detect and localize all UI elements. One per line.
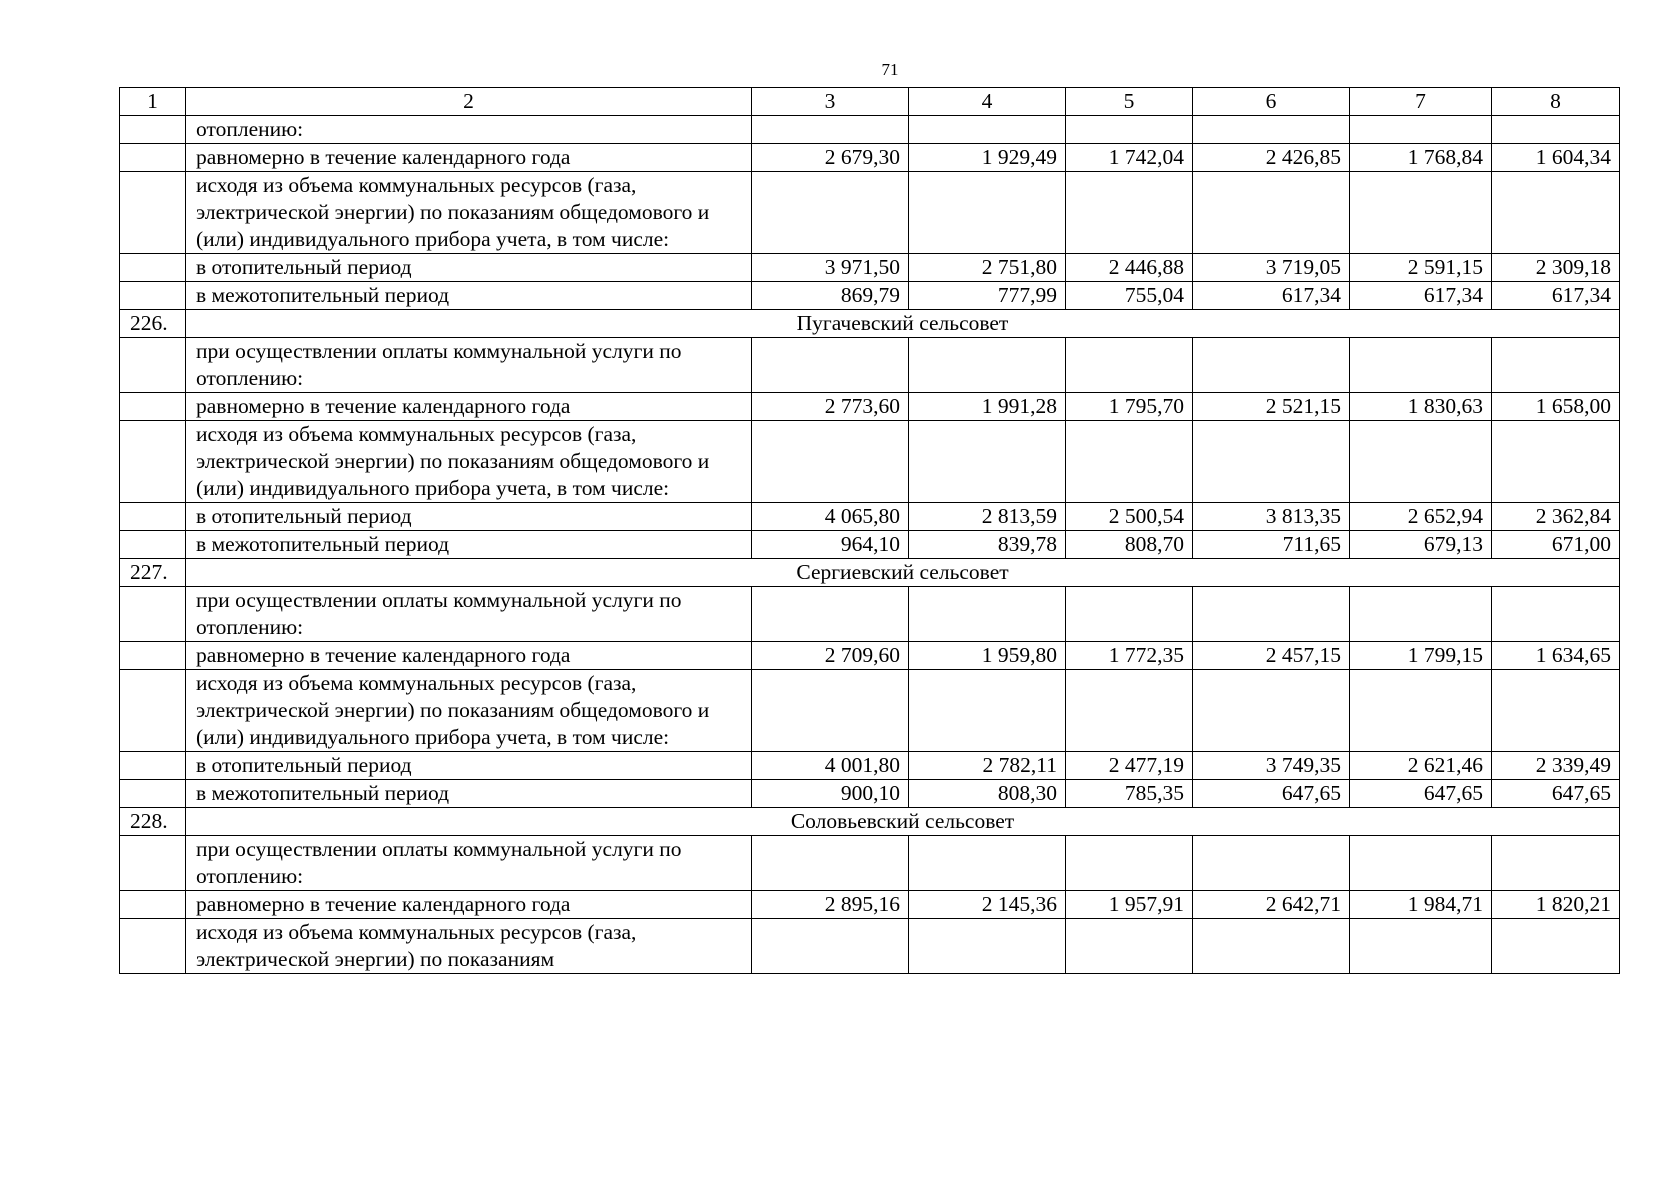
value-cell: 2 751,80	[909, 254, 1066, 282]
value-cell: 671,00	[1492, 531, 1620, 559]
value-row	[120, 282, 1620, 310]
value-cell: 617,34	[1193, 282, 1350, 310]
value-cell: 1 795,70	[1066, 393, 1193, 421]
empty-cell	[1066, 338, 1193, 393]
value-cell: 808,70	[1066, 531, 1193, 559]
empty-cell	[1066, 421, 1193, 503]
row-description: при осуществлении оплаты коммунальной услуги по отоплению:	[186, 587, 752, 642]
value-cell: 1 959,80	[909, 642, 1066, 670]
row-description: в межотопительный период	[186, 531, 752, 559]
empty-cell	[909, 338, 1066, 393]
empty-cell	[1492, 919, 1620, 974]
empty-cell	[909, 116, 1066, 144]
empty-cell	[1066, 172, 1193, 254]
value-row	[120, 393, 1620, 421]
value-cell: 2 500,54	[1066, 503, 1193, 531]
value-row	[120, 642, 1620, 670]
section-title: Пугачевский сельсовет	[186, 310, 1620, 338]
empty-cell	[1492, 587, 1620, 642]
column-header: 7	[1350, 88, 1492, 116]
empty-cell	[752, 421, 909, 503]
row-number: 228.	[120, 808, 186, 836]
empty-cell	[1492, 338, 1620, 393]
value-cell: 2 521,15	[1193, 393, 1350, 421]
value-cell: 2 145,36	[909, 891, 1066, 919]
section-row	[120, 310, 1620, 338]
column-header: 4	[909, 88, 1066, 116]
value-cell: 2 652,94	[1350, 503, 1492, 531]
empty-cell	[752, 836, 909, 891]
row-number	[120, 752, 186, 780]
value-row	[120, 891, 1620, 919]
empty-cell	[1066, 587, 1193, 642]
value-cell: 1 957,91	[1066, 891, 1193, 919]
row-number	[120, 836, 186, 891]
row-number	[120, 144, 186, 172]
empty-cell	[909, 421, 1066, 503]
row-number	[120, 282, 186, 310]
section-row	[120, 559, 1620, 587]
empty-cell	[752, 670, 909, 752]
label-row	[120, 670, 1620, 752]
tariff-table	[119, 87, 1620, 974]
value-cell: 1 658,00	[1492, 393, 1620, 421]
empty-cell	[752, 172, 909, 254]
column-header: 8	[1492, 88, 1620, 116]
value-cell: 2 709,60	[752, 642, 909, 670]
label-row	[120, 338, 1620, 393]
label-row	[120, 836, 1620, 891]
value-cell: 3 971,50	[752, 254, 909, 282]
row-description: исходя из объема коммунальных ресурсов (газа, электрической энергии) по показаниям общедомового и (или) индивидуального прибора учета, в том числе:	[186, 421, 752, 503]
value-cell: 1 799,15	[1350, 642, 1492, 670]
value-cell: 2 591,15	[1350, 254, 1492, 282]
row-number: 227.	[120, 559, 186, 587]
value-cell: 1 634,65	[1492, 642, 1620, 670]
empty-cell	[1350, 836, 1492, 891]
empty-cell	[909, 587, 1066, 642]
empty-cell	[1193, 116, 1350, 144]
page-number: 71	[881, 60, 899, 79]
section-row	[120, 808, 1620, 836]
empty-cell	[752, 338, 909, 393]
empty-cell	[1066, 116, 1193, 144]
value-cell: 1 742,04	[1066, 144, 1193, 172]
section-title: Соловьевский сельсовет	[186, 808, 1620, 836]
value-cell: 2 621,46	[1350, 752, 1492, 780]
empty-cell	[1193, 670, 1350, 752]
value-cell: 2 457,15	[1193, 642, 1350, 670]
value-cell: 617,34	[1350, 282, 1492, 310]
value-cell: 964,10	[752, 531, 909, 559]
value-cell: 4 001,80	[752, 752, 909, 780]
value-cell: 2 362,84	[1492, 503, 1620, 531]
row-number	[120, 891, 186, 919]
row-description: в межотопительный период	[186, 282, 752, 310]
value-cell: 2 679,30	[752, 144, 909, 172]
value-cell: 900,10	[752, 780, 909, 808]
row-number	[120, 421, 186, 503]
row-description: в отопительный период	[186, 254, 752, 282]
value-cell: 711,65	[1193, 531, 1350, 559]
value-cell: 2 813,59	[909, 503, 1066, 531]
empty-cell	[1066, 919, 1193, 974]
empty-cell	[1193, 587, 1350, 642]
empty-cell	[1193, 836, 1350, 891]
value-cell: 1 984,71	[1350, 891, 1492, 919]
value-cell: 3 813,35	[1193, 503, 1350, 531]
empty-cell	[1193, 919, 1350, 974]
empty-cell	[909, 670, 1066, 752]
empty-cell	[1350, 338, 1492, 393]
value-cell: 3 719,05	[1193, 254, 1350, 282]
value-cell: 777,99	[909, 282, 1066, 310]
row-description: в отопительный период	[186, 752, 752, 780]
value-cell: 647,65	[1193, 780, 1350, 808]
empty-cell	[752, 587, 909, 642]
empty-cell	[1350, 670, 1492, 752]
value-row	[120, 752, 1620, 780]
value-cell: 2 642,71	[1193, 891, 1350, 919]
value-cell: 785,35	[1066, 780, 1193, 808]
row-description: равномерно в течение календарного года	[186, 891, 752, 919]
section-title: Сергиевский сельсовет	[186, 559, 1620, 587]
empty-cell	[1492, 172, 1620, 254]
row-description: равномерно в течение календарного года	[186, 144, 752, 172]
row-number	[120, 531, 186, 559]
row-description: исходя из объема коммунальных ресурсов (газа, электрической энергии) по показаниям общедомового и (или) индивидуального прибора учета, в том числе:	[186, 172, 752, 254]
row-description: равномерно в течение календарного года	[186, 393, 752, 421]
value-row	[120, 531, 1620, 559]
value-cell: 1 929,49	[909, 144, 1066, 172]
value-cell: 1 604,34	[1492, 144, 1620, 172]
value-cell: 2 309,18	[1492, 254, 1620, 282]
value-row	[120, 503, 1620, 531]
value-row	[120, 144, 1620, 172]
empty-cell	[1066, 670, 1193, 752]
value-cell: 1 830,63	[1350, 393, 1492, 421]
value-cell: 679,13	[1350, 531, 1492, 559]
value-cell: 647,65	[1350, 780, 1492, 808]
row-description: в отопительный период	[186, 503, 752, 531]
label-row	[120, 172, 1620, 254]
label-row	[120, 919, 1620, 974]
row-description: при осуществлении оплаты коммунальной услуги по отоплению:	[186, 836, 752, 891]
empty-cell	[1492, 670, 1620, 752]
value-cell: 647,65	[1492, 780, 1620, 808]
value-cell: 1 991,28	[909, 393, 1066, 421]
empty-cell	[1066, 836, 1193, 891]
value-cell: 2 895,16	[752, 891, 909, 919]
empty-cell	[1193, 421, 1350, 503]
value-cell: 1 820,21	[1492, 891, 1620, 919]
value-cell: 3 749,35	[1193, 752, 1350, 780]
row-number	[120, 642, 186, 670]
value-cell: 755,04	[1066, 282, 1193, 310]
empty-cell	[1350, 172, 1492, 254]
value-cell: 617,34	[1492, 282, 1620, 310]
row-description: при осуществлении оплаты коммунальной услуги по отоплению:	[186, 338, 752, 393]
empty-cell	[1350, 421, 1492, 503]
value-cell: 2 339,49	[1492, 752, 1620, 780]
empty-cell	[1492, 836, 1620, 891]
value-cell: 2 477,19	[1066, 752, 1193, 780]
label-row	[120, 587, 1620, 642]
row-number	[120, 393, 186, 421]
column-header: 1	[120, 88, 186, 116]
value-cell: 1 768,84	[1350, 144, 1492, 172]
value-row	[120, 254, 1620, 282]
empty-cell	[909, 919, 1066, 974]
row-number	[120, 503, 186, 531]
row-description: исходя из объема коммунальных ресурсов (газа, электрической энергии) по показаниям общедомового и (или) индивидуального прибора учета, в том числе:	[186, 670, 752, 752]
row-number	[120, 780, 186, 808]
row-number	[120, 338, 186, 393]
empty-cell	[1193, 338, 1350, 393]
empty-cell	[1350, 116, 1492, 144]
value-cell: 2 782,11	[909, 752, 1066, 780]
column-header: 2	[186, 88, 752, 116]
empty-cell	[1193, 172, 1350, 254]
value-cell: 869,79	[752, 282, 909, 310]
value-cell: 4 065,80	[752, 503, 909, 531]
empty-cell	[752, 116, 909, 144]
value-cell: 2 446,88	[1066, 254, 1193, 282]
empty-cell	[1350, 587, 1492, 642]
column-header: 6	[1193, 88, 1350, 116]
empty-cell	[1492, 421, 1620, 503]
row-number	[120, 587, 186, 642]
row-description: исходя из объема коммунальных ресурсов (газа, электрической энергии) по показаниям	[186, 919, 752, 974]
row-description: в межотопительный период	[186, 780, 752, 808]
row-description: отоплению:	[186, 116, 752, 144]
value-cell: 839,78	[909, 531, 1066, 559]
empty-cell	[1350, 919, 1492, 974]
row-number	[120, 254, 186, 282]
row-number	[120, 919, 186, 974]
value-cell: 2 426,85	[1193, 144, 1350, 172]
value-row	[120, 780, 1620, 808]
row-number: 226.	[120, 310, 186, 338]
column-header: 3	[752, 88, 909, 116]
column-header: 5	[1066, 88, 1193, 116]
row-number	[120, 172, 186, 254]
value-cell: 1 772,35	[1066, 642, 1193, 670]
value-cell: 808,30	[909, 780, 1066, 808]
row-description: равномерно в течение календарного года	[186, 642, 752, 670]
column-number-header-row	[120, 88, 1620, 116]
empty-cell	[909, 172, 1066, 254]
empty-cell	[752, 919, 909, 974]
label-row	[120, 116, 1620, 144]
label-row	[120, 421, 1620, 503]
value-cell: 2 773,60	[752, 393, 909, 421]
row-number	[120, 116, 186, 144]
row-number	[120, 670, 186, 752]
table-body	[120, 88, 1620, 974]
empty-cell	[1492, 116, 1620, 144]
empty-cell	[909, 836, 1066, 891]
